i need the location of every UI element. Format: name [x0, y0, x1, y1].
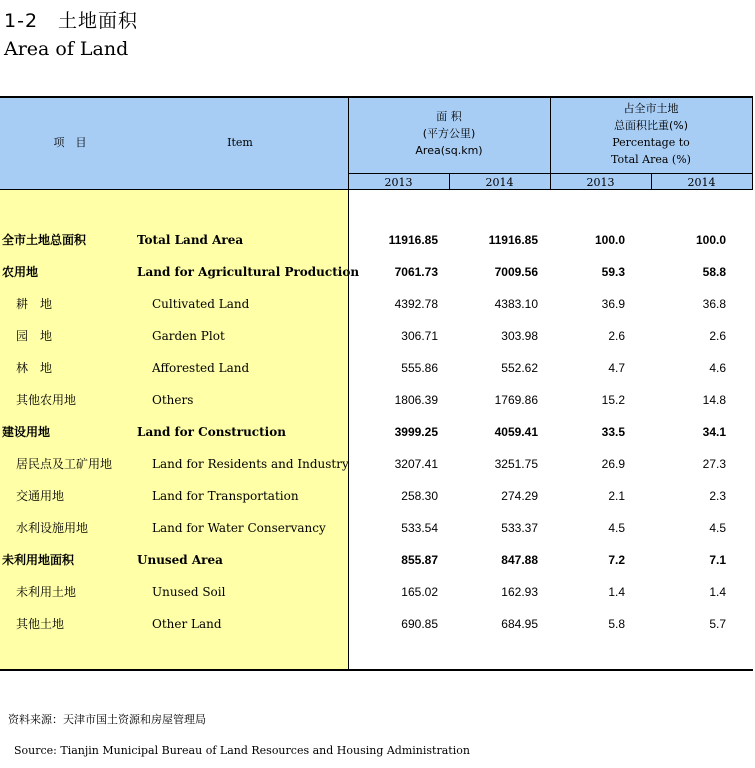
table-bottom-rule	[0, 669, 753, 671]
table-row	[0, 256, 753, 288]
row-pct-2014: 2.6	[709, 329, 726, 343]
row-item-cn: 其他农用地	[16, 393, 77, 407]
row-pct-2014: 27.3	[702, 457, 726, 471]
row-item-en: Unused Area	[137, 553, 223, 567]
row-pct-2014: 5.7	[709, 617, 726, 631]
row-pct-2013: 4.7	[608, 361, 625, 375]
row-area-2014: 4383.10	[494, 297, 538, 311]
row-item-en: Land for Residents and Industry	[152, 457, 349, 471]
row-item-cn: 水利设施用地	[16, 521, 89, 535]
row-item-en: Land for Construction	[137, 425, 286, 439]
row-area-2013: 3207.41	[394, 457, 438, 471]
header-area-cn2: (平方公里)	[422, 127, 476, 140]
row-pct-2013: 15.2	[601, 393, 625, 407]
row-area-2013: 1806.39	[394, 393, 438, 407]
row-item-cn: 居民点及工矿用地	[16, 457, 113, 471]
year-area-2014: 2014	[485, 176, 514, 189]
header-area-cn1: 面 积	[436, 110, 462, 123]
row-area-2013: 7061.73	[394, 265, 438, 279]
row-item-en: Others	[152, 393, 194, 407]
table-row	[0, 512, 753, 544]
row-pct-2013: 2.1	[608, 489, 625, 503]
header-item-cn: 项 目	[53, 136, 87, 149]
row-area-2013: 165.02	[401, 585, 438, 599]
row-area-2014: 303.98	[501, 329, 538, 343]
row-pct-2014: 4.6	[709, 361, 726, 375]
row-item-en: Afforested Land	[152, 361, 250, 375]
source-note-cn: 资料来源：天津市国土资源和房屋管理局	[8, 713, 206, 726]
row-area-2013: 855.87	[401, 553, 438, 567]
table-row	[0, 224, 753, 256]
row-item-cn: 耕 地	[16, 297, 53, 311]
row-area-2014: 4059.41	[494, 425, 538, 439]
header-pct-en1: Percentage to	[612, 136, 690, 149]
row-pct-2013: 36.9	[601, 297, 625, 311]
row-pct-2013: 26.9	[601, 457, 625, 471]
row-item-cn: 未利用土地	[16, 585, 77, 599]
row-area-2013: 306.71	[401, 329, 438, 343]
row-item-en: Unused Soil	[152, 585, 226, 599]
row-pct-2014: 58.8	[702, 265, 726, 279]
table-row	[0, 480, 753, 512]
row-pct-2013: 5.8	[608, 617, 625, 631]
page-title-en: Area of Land	[4, 38, 129, 60]
row-item-en: Land for Water Conservancy	[152, 521, 326, 535]
row-item-en: Land for Transportation	[152, 489, 299, 503]
row-area-2013: 11916.85	[388, 233, 438, 247]
row-area-2013: 690.85	[401, 617, 438, 631]
header-pct-cn2: 总面积比重(%)	[613, 119, 689, 132]
row-area-2014: 684.95	[501, 617, 538, 631]
row-pct-2013: 33.5	[601, 425, 625, 439]
row-pct-2013: 100.0	[594, 233, 625, 247]
header-pct-en2: Total Area (%)	[611, 153, 691, 166]
row-area-2014: 1769.86	[494, 393, 538, 407]
row-area-2014: 533.37	[501, 521, 538, 535]
row-item-cn: 全市土地总面积	[2, 233, 87, 247]
table-row	[0, 352, 753, 384]
row-item-en: Land for Agricultural Production	[137, 265, 360, 279]
row-item-en: Cultivated Land	[152, 297, 250, 311]
year-pct-2013: 2013	[586, 176, 615, 189]
row-item-en: Other Land	[152, 617, 222, 631]
row-pct-2014: 100.0	[695, 233, 726, 247]
row-item-en: Garden Plot	[152, 329, 225, 343]
table-row	[0, 288, 753, 320]
row-area-2013: 258.30	[401, 489, 438, 503]
row-pct-2014: 1.4	[709, 585, 726, 599]
row-area-2014: 847.88	[501, 553, 538, 567]
row-item-cn: 园 地	[16, 329, 53, 343]
row-pct-2013: 1.4	[608, 585, 625, 599]
row-pct-2014: 36.8	[702, 297, 726, 311]
row-item-cn: 林 地	[16, 361, 53, 375]
row-area-2013: 533.54	[401, 521, 438, 535]
divider-years-row	[348, 173, 753, 174]
divider-right-edge	[752, 96, 753, 190]
header-area-en: Area(sq.km)	[415, 144, 483, 157]
table-row	[0, 544, 753, 576]
table-row	[0, 320, 753, 352]
row-pct-2014: 4.5	[709, 521, 726, 535]
row-area-2014: 7009.56	[494, 265, 538, 279]
row-item-cn: 农用地	[2, 265, 39, 279]
table-row	[0, 608, 753, 640]
table-row	[0, 448, 753, 480]
row-item-cn: 其他土地	[16, 617, 65, 631]
row-pct-2014: 2.3	[709, 489, 726, 503]
row-pct-2014: 34.1	[702, 425, 726, 439]
source-note-en: Source: Tianjin Municipal Bureau of Land Resources and Housing Administration	[14, 744, 470, 757]
year-area-2013: 2013	[384, 176, 413, 189]
row-item-cn: 建设用地	[2, 425, 51, 439]
row-pct-2014: 14.8	[702, 393, 726, 407]
row-item-cn: 交通用地	[16, 489, 65, 503]
row-item-cn: 未利用地面积	[2, 553, 75, 567]
row-area-2014: 11916.85	[488, 233, 538, 247]
row-pct-2013: 2.6	[608, 329, 625, 343]
row-area-2014: 552.62	[501, 361, 538, 375]
row-area-2013: 555.86	[401, 361, 438, 375]
row-area-2014: 3251.75	[494, 457, 538, 471]
header-pct-cn1: 占全市土地	[623, 102, 679, 115]
year-pct-2014: 2014	[687, 176, 716, 189]
row-pct-2013: 59.3	[601, 265, 625, 279]
row-area-2014: 162.93	[501, 585, 538, 599]
table-row	[0, 384, 753, 416]
row-area-2013: 3999.25	[394, 425, 438, 439]
row-pct-2013: 7.2	[608, 553, 625, 567]
row-pct-2013: 4.5	[608, 521, 625, 535]
table-row	[0, 576, 753, 608]
row-area-2014: 274.29	[501, 489, 538, 503]
land-area-table	[0, 96, 753, 670]
table-row	[0, 416, 753, 448]
row-item-en: Total Land Area	[137, 233, 244, 247]
header-item-en: Item	[227, 136, 253, 149]
page-title-cn: 1-2 土地面积	[4, 10, 139, 32]
row-pct-2014: 7.1	[709, 553, 726, 567]
row-area-2013: 4392.78	[394, 297, 438, 311]
